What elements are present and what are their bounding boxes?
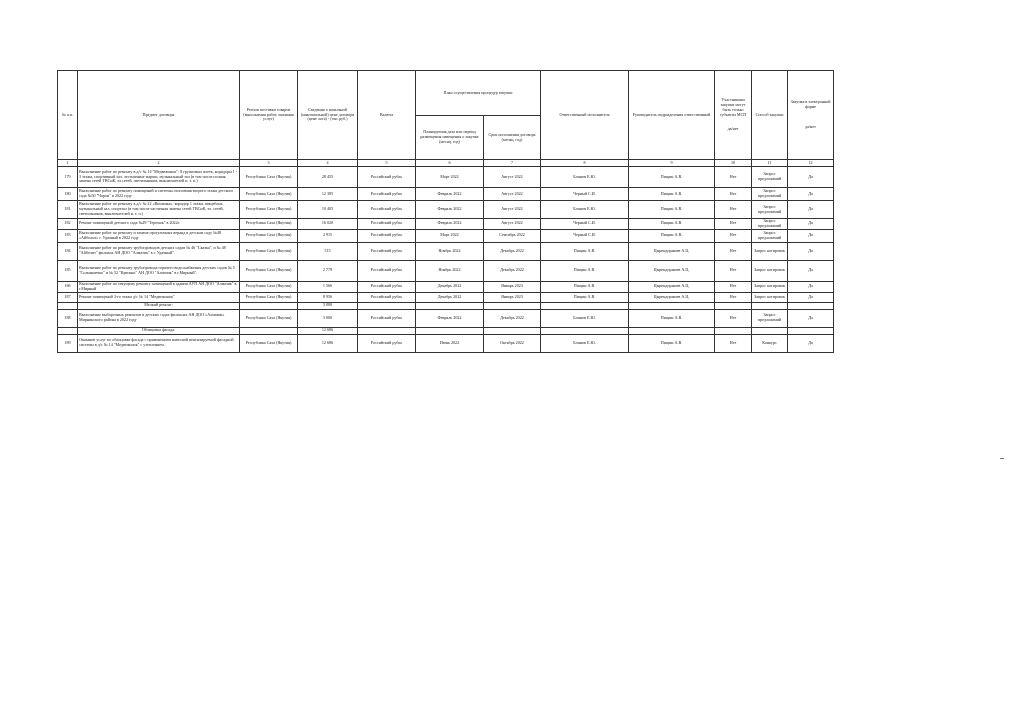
row-smp: Нет (715, 281, 752, 292)
row-executor: Пищин А.В. (541, 242, 629, 260)
header-num: № п.п. (58, 71, 78, 160)
row-date: Июнь 2022 (416, 334, 484, 352)
row-method: Запрос предложений (752, 309, 788, 327)
row-method: Запрос предложений (752, 201, 788, 219)
row-num: 181 (58, 201, 78, 219)
row-num: 182 (58, 219, 78, 230)
row-date: Февраль 2022 (416, 309, 484, 327)
row-date: Декабрь 2022 (416, 292, 484, 302)
row-smp: Нет (715, 188, 752, 201)
column-number: 4 (298, 160, 358, 167)
row-method: Запрос котировок (752, 260, 788, 281)
row-currency: Российский рубль (358, 201, 416, 219)
header-currency: Валюта (358, 71, 416, 160)
column-number: 8 (541, 160, 629, 167)
column-number: 3 (240, 160, 298, 167)
row-currency: Российский рубль (358, 281, 416, 292)
subtotal-row (58, 302, 834, 309)
header-electronic-sub: да/нет (805, 123, 816, 129)
row-date: Март 2022 (416, 167, 484, 188)
row-region: Республика Саха (Якутия) (240, 334, 298, 352)
column-number: 10 (715, 160, 752, 167)
row-electronic: Да (788, 201, 834, 219)
header-region: Регион поставки товаров (выполнения работ, оказания услуг) (240, 71, 298, 160)
row-price: 2 915 (298, 229, 358, 242)
column-number: 6 (416, 160, 484, 167)
row-head: Пищин А.В. (629, 219, 715, 230)
row-term: Декабрь 2022 (484, 260, 541, 281)
procurement-plan-table (57, 70, 834, 353)
row-electronic: Да (788, 229, 834, 242)
row-currency: Российский рубль (358, 188, 416, 201)
row-date: Февраль 2022 (416, 219, 484, 230)
row-electronic: Да (788, 242, 834, 260)
row-smp: Нет (715, 242, 752, 260)
row-method: Запрос котировок (752, 292, 788, 302)
row-head: Пищин А.В. (629, 188, 715, 201)
row-currency: Российский рубль (358, 309, 416, 327)
subtotal-label: Облицовка фасада: (78, 327, 240, 334)
header-electronic (788, 71, 834, 160)
row-smp: Нет (715, 167, 752, 188)
row-num: 179 (58, 167, 78, 188)
row-region: Республика Саха (Якутия) (240, 292, 298, 302)
column-number: 1 (58, 160, 78, 167)
table-row (58, 334, 834, 352)
row-term: Август 2022 (484, 188, 541, 201)
row-executor: Черный С.И. (541, 219, 629, 230)
row-electronic: Да (788, 188, 834, 201)
header-smp (715, 71, 752, 160)
row-subject: Оказание услуг по облицовке фасада с применением навесной вентилируемой фасадной системы в д/с № 14 "Медвежонок" с утеплением. (78, 334, 240, 352)
header-plan-date: Планируемая дата или период размещения извещения о закупке (месяц, год) (416, 116, 484, 160)
row-head: Цырендоржиев А.Ц. (629, 260, 715, 281)
row-currency: Российский рубль (358, 242, 416, 260)
row-executor: Пищин А.В. (541, 281, 629, 292)
row-head: Цырендоржиев А.Ц. (629, 292, 715, 302)
row-executor: Черный С.И. (541, 188, 629, 201)
table-row (58, 292, 834, 302)
row-term: Август 2022 (484, 167, 541, 188)
row-smp: Нет (715, 309, 752, 327)
row-region: Республика Саха (Якутия) (240, 260, 298, 281)
row-term: Август 2022 (484, 219, 541, 230)
row-method: Запрос предложений (752, 188, 788, 201)
row-method: Запрос предложений (752, 219, 788, 230)
row-electronic: Да (788, 309, 834, 327)
row-smp: Нет (715, 229, 752, 242)
row-electronic: Да (788, 219, 834, 230)
row-date: Февраль 2022 (416, 188, 484, 201)
table-row (58, 309, 834, 327)
row-date: Ноябрь 2022 (416, 242, 484, 260)
margin-mark (1000, 458, 1004, 459)
row-num: 185 (58, 260, 78, 281)
row-head: Цырендоржиев А.Ц. (629, 242, 715, 260)
row-subject: Выполнение работ по ремонту в д/с № 22 «Вишенка»: коридор 1 этажа, пищеблок, музыкальный зал, спортзал (в том числе частичная замена сетей ТВСиК, эл. сетей, светильников, выключателей и. т. п.) (78, 201, 240, 219)
row-term: Декабрь 2022 (484, 309, 541, 327)
row-electronic: Да (788, 167, 834, 188)
row-electronic: Да (788, 281, 834, 292)
subtotal-label: Мелкий ремонт: (78, 302, 240, 309)
row-executor: Блинов Е.Ю. (541, 309, 629, 327)
row-subject: Выполнение работ по ремонту помещений и системы отопления второго этажа детского сада №50 "Чорон" в 2022 году (78, 188, 240, 201)
row-region: Республика Саха (Якутия) (240, 167, 298, 188)
row-price: 3 000 (298, 309, 358, 327)
row-region: Республика Саха (Якутия) (240, 201, 298, 219)
row-price: 8 956 (298, 292, 358, 302)
row-term: Январь 2023 (484, 281, 541, 292)
header-plan: План осуществления процедур закупки (416, 71, 541, 116)
row-date: Март 2022 (416, 229, 484, 242)
row-num: 186 (58, 281, 78, 292)
column-number: 2 (78, 160, 240, 167)
table-row (58, 229, 834, 242)
row-subject: Выполнение работ по ремонту в д/с № 14 "Медвежонок": 8 групповых ячеек, коридоры 1 - 3 этажа, спортивный зал, лестничные марши, музыкальный зал (в том числе полная замена сетей ТВСиК, эл.сетей, светильников, выключателей и. т. п.) (78, 167, 240, 188)
column-number: 12 (788, 160, 834, 167)
row-region: Республика Саха (Якутия) (240, 281, 298, 292)
row-price: 12 686 (298, 334, 358, 352)
row-subject: Ремонт помещений детского сада №29 "Теремок" в 2022г. (78, 219, 240, 230)
row-term: Октябрь 2022 (484, 334, 541, 352)
table-row (58, 281, 834, 292)
row-executor: Блинов Е.Ю. (541, 334, 629, 352)
row-num: 189 (58, 334, 78, 352)
row-method: Запрос предложений (752, 167, 788, 188)
row-head: Пищин А.В. (629, 201, 715, 219)
header-price: Сведения о начальной (максимальной) цене договора (цене лота) - (тыс.руб.) (298, 71, 358, 160)
row-method: Запрос котировок (752, 242, 788, 260)
row-head: Цырендоржиев А.Ц. (629, 281, 715, 292)
subtotal-row (58, 327, 834, 334)
row-region: Республика Саха (Якутия) (240, 309, 298, 327)
row-num: 188 (58, 309, 78, 327)
row-region: Республика Саха (Якутия) (240, 219, 298, 230)
row-price: 1 566 (298, 281, 358, 292)
row-region: Республика Саха (Якутия) (240, 229, 298, 242)
row-smp: Нет (715, 334, 752, 352)
row-electronic: Да (788, 260, 834, 281)
row-price: 10 405 (298, 201, 358, 219)
column-number: 7 (484, 160, 541, 167)
column-number: 11 (752, 160, 788, 167)
header-smp-sub: да/нет (727, 126, 739, 132)
row-subject: Выполнение работ по ремонту трубопроводов детских садов № 46 "Сказка", и № 48 "Айболит" филиала АН ДОО "Алмазик" в г. Удачный". (78, 242, 240, 260)
row-num: 184 (58, 242, 78, 260)
row-date: Февраль 2022 (416, 201, 484, 219)
row-currency: Российский рубль (358, 292, 416, 302)
row-currency: Российский рубль (358, 167, 416, 188)
row-head: Пищин А.В. (629, 167, 715, 188)
table-row (58, 188, 834, 201)
row-price: 28 455 (298, 167, 358, 188)
row-smp: Нет (715, 260, 752, 281)
row-method: Конкурс (752, 334, 788, 352)
row-subject: Выполнение работ по текущему ремонту помещений в здании АУП АН ДОО "Алмазик" в г.Мирный (78, 281, 240, 292)
row-price: 515 (298, 242, 358, 260)
header-electronic-label: Закупка в электронной форме (790, 99, 831, 110)
row-executor: Черный С.И. (541, 229, 629, 242)
header-method: Способ закупки (752, 71, 788, 160)
row-price: 2 779 (298, 260, 358, 281)
table-row (58, 201, 834, 219)
row-electronic: Да (788, 334, 834, 352)
subtotal-value: 3 000 (298, 302, 358, 309)
row-method: Запрос котировок (752, 281, 788, 292)
header-subject: Предмет договора (78, 71, 240, 160)
row-smp: Нет (715, 292, 752, 302)
row-currency: Российский рубль (358, 229, 416, 242)
table-row (58, 167, 834, 188)
row-currency: Российский рубль (358, 260, 416, 281)
column-numbers-row (58, 160, 834, 167)
row-term: Январь 2023 (484, 292, 541, 302)
table-row (58, 219, 834, 230)
row-price: 12 385 (298, 188, 358, 201)
row-executor: Пищин А.В. (541, 260, 629, 281)
row-term: Сентябрь 2022 (484, 229, 541, 242)
row-subject: Выполнение выборочных ремонтов в детских садах филиалах АН ДОО «Алмазик» Мирнинского района в 2022 году (78, 309, 240, 327)
row-executor: Пищин А.В. (541, 292, 629, 302)
row-head: Пищин А.В. (629, 229, 715, 242)
row-date: Декабрь 2022 (416, 281, 484, 292)
row-num: 183 (58, 229, 78, 242)
header-term: Срок исполнения договора (месяц, год) (484, 116, 541, 160)
row-num: 187 (58, 292, 78, 302)
row-term: Декабрь 2022 (484, 242, 541, 260)
procurement-plan-sheet (57, 70, 833, 353)
row-subject: Выполнение работ по ремонту трубопровода горячего водоснабжения детских садов № 5 "Солнышечко" и № 52 "Крепыш" АН ДОО "Алмазик" в г.Мирный". (78, 260, 240, 281)
row-date: Ноябрь 2022 (416, 260, 484, 281)
row-method: Запрос предложений (752, 229, 788, 242)
row-subject: Ремонт помещений 3-го этажа д/с № 14 "Медвежонок" (78, 292, 240, 302)
subtotal-value: 12 686 (298, 327, 358, 334)
row-executor: Блинов Е.Ю. (541, 201, 629, 219)
row-smp: Нет (715, 219, 752, 230)
row-currency: Российский рубль (358, 334, 416, 352)
row-region: Республика Саха (Якутия) (240, 242, 298, 260)
header-executor: Ответственный исполнитель (541, 71, 629, 160)
table-row (58, 242, 834, 260)
row-head: Пищин А.В. (629, 309, 715, 327)
row-electronic: Да (788, 292, 834, 302)
row-term: Август 2022 (484, 201, 541, 219)
row-num: 180 (58, 188, 78, 201)
header-row (58, 71, 834, 116)
row-price: 16 020 (298, 219, 358, 230)
row-currency: Российский рубль (358, 219, 416, 230)
table-row (58, 260, 834, 281)
column-number: 9 (629, 160, 715, 167)
column-number: 5 (358, 160, 416, 167)
row-executor: Блинов Е.Ю. (541, 167, 629, 188)
row-subject: Выполнение работ по ремонту и замене прогулочных веранд в детском саду №48 «Айболит» г. Удачный в 2022 году (78, 229, 240, 242)
row-region: Республика Саха (Якутия) (240, 188, 298, 201)
row-smp: Нет (715, 201, 752, 219)
header-head: Руководитель подразделения ответственный (629, 71, 715, 160)
row-head: Пищин А.В. (629, 334, 715, 352)
header-smp-label: Участниками закупки могут быть только субъекты МСП (719, 96, 747, 117)
